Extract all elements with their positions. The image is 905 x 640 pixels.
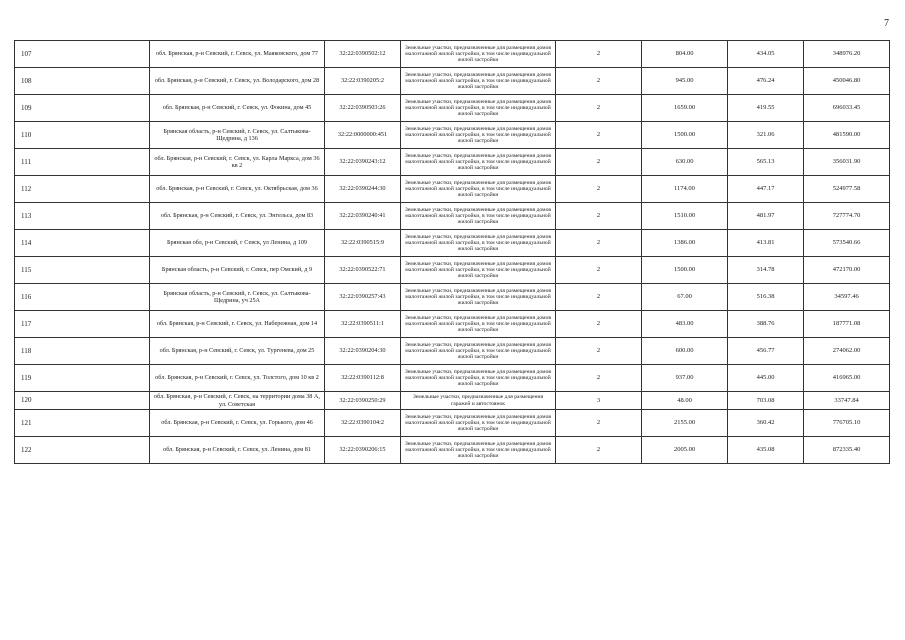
cadastral-value-cell: 481590.00: [804, 122, 890, 149]
area-cell: 2155.00: [642, 410, 728, 437]
cadastral-number-cell: 32:22:0390511:1: [325, 311, 401, 338]
area-cell: 937.00: [642, 365, 728, 392]
cadastral-value-cell: 33747.84: [804, 392, 890, 410]
cadastral-value-cell: 472170.00: [804, 257, 890, 284]
table-row: [15, 122, 890, 149]
group-cell: 2: [556, 284, 642, 311]
table-row: [15, 68, 890, 95]
cadastral-value-cell: 187771.08: [804, 311, 890, 338]
cadastral-number-cell: 32:22:0390503:26: [325, 95, 401, 122]
cadastral-number-cell: 32:22:0390112:8: [325, 365, 401, 392]
land-use-cell: Земельные участки, предназначенные для размещения домов малоэтажной жилой застройки, в том числе индивидуальной жилой застройки: [401, 257, 556, 284]
group-cell: 2: [556, 41, 642, 68]
row-number-cell: 122: [15, 437, 150, 464]
area-cell: 1659.00: [642, 95, 728, 122]
specific-value-cell: 447.17: [728, 176, 804, 203]
address-cell: Брянская обл, р-н Севский, г Севск, ул Ленина, д 109: [150, 230, 325, 257]
address-cell: Брянская область, р-н Севский, г. Севск, пер Омский, д 9: [150, 257, 325, 284]
specific-value-cell: 388.76: [728, 311, 804, 338]
land-use-cell: Земельные участки, предназначенные для размещения домов малоэтажной жилой застройки, в том числе индивидуальной жилой застройки: [401, 284, 556, 311]
area-cell: 2005.00: [642, 437, 728, 464]
group-cell: 2: [556, 68, 642, 95]
address-cell: обл. Брянская, р-н Севский, г. Севск, ул. Октябрьская, дом 36: [150, 176, 325, 203]
cadastral-value-cell: 450046.80: [804, 68, 890, 95]
group-cell: 2: [556, 230, 642, 257]
cadastral-number-cell: 32:22:0390206:15: [325, 437, 401, 464]
address-cell: обл. Брянская, р-н Севский, г. Севск, ул. Толстого, дом 10 кв 2: [150, 365, 325, 392]
specific-value-cell: 435.08: [728, 437, 804, 464]
table-row: [15, 311, 890, 338]
address-cell: обл. Брянская, р-н Севский, г. Севск, ул. Набережная, дом 14: [150, 311, 325, 338]
land-use-cell: Земельные участки, предназначенные для размещения домов малоэтажной жилой застройки, в том числе индивидуальной жилой застройки: [401, 338, 556, 365]
land-use-cell: Земельные участки, предназначенные для размещения гаражей и автостоянок: [401, 392, 556, 410]
area-cell: 1500.00: [642, 122, 728, 149]
cadastral-number-cell: 32:22:0390205:2: [325, 68, 401, 95]
row-number-cell: 109: [15, 95, 150, 122]
address-cell: обл. Брянская, р-н Севский, г. Севск, ул. Горького, дом 46: [150, 410, 325, 437]
table-row: [15, 230, 890, 257]
cadastral-number-cell: 32:22:0000000:451: [325, 122, 401, 149]
cadastral-number-cell: 32:22:0390502:12: [325, 41, 401, 68]
table-row: [15, 437, 890, 464]
land-use-cell: Земельные участки, предназначенные для размещения домов малоэтажной жилой застройки, в том числе индивидуальной жилой застройки: [401, 365, 556, 392]
area-cell: 483.00: [642, 311, 728, 338]
table-row: [15, 176, 890, 203]
specific-value-cell: 481.97: [728, 203, 804, 230]
cadastral-value-cell: 416965.00: [804, 365, 890, 392]
specific-value-cell: 360.42: [728, 410, 804, 437]
group-cell: 2: [556, 338, 642, 365]
cadastral-value-cell: 776705.10: [804, 410, 890, 437]
specific-value-cell: 413.81: [728, 230, 804, 257]
area-cell: 1510.00: [642, 203, 728, 230]
specific-value-cell: 516.38: [728, 284, 804, 311]
cadastral-value-cell: 524977.58: [804, 176, 890, 203]
row-number-cell: 114: [15, 230, 150, 257]
row-number-cell: 113: [15, 203, 150, 230]
group-cell: 2: [556, 311, 642, 338]
address-cell: обл. Брянская, р-н Севский, г. Севск, на территории дома 38 А, ул. Советская: [150, 392, 325, 410]
specific-value-cell: 321.06: [728, 122, 804, 149]
group-cell: 2: [556, 176, 642, 203]
land-use-cell: Земельные участки, предназначенные для размещения домов малоэтажной жилой застройки, в том числе индивидуальной жилой застройки: [401, 311, 556, 338]
area-cell: 630.00: [642, 149, 728, 176]
row-number-cell: 112: [15, 176, 150, 203]
row-number-cell: 117: [15, 311, 150, 338]
table-row: [15, 365, 890, 392]
specific-value-cell: 456.77: [728, 338, 804, 365]
land-use-cell: Земельные участки, предназначенные для размещения домов малоэтажной жилой застройки, в том числе индивидуальной жилой застройки: [401, 410, 556, 437]
row-number-cell: 120: [15, 392, 150, 410]
cadastral-value-cell: 348976.20: [804, 41, 890, 68]
specific-value-cell: 703.08: [728, 392, 804, 410]
group-cell: 2: [556, 410, 642, 437]
cadastral-value-cell: 573540.66: [804, 230, 890, 257]
land-use-cell: Земельные участки, предназначенные для размещения домов малоэтажной жилой застройки, в том числе индивидуальной жилой застройки: [401, 122, 556, 149]
table-row: [15, 203, 890, 230]
address-cell: обл. Брянская, р-н Севский, г. Севск, ул. Ленина, дом 81: [150, 437, 325, 464]
table-row: [15, 338, 890, 365]
address-cell: Брянская область, р-н Севский, г. Севск, ул. Салтыкова-Щедрина, д 136: [150, 122, 325, 149]
cadastral-number-cell: 32:22:0390515:9: [325, 230, 401, 257]
table-row: [15, 284, 890, 311]
cadastral-value-cell: 696033.45: [804, 95, 890, 122]
group-cell: 2: [556, 203, 642, 230]
area-cell: 1174.00: [642, 176, 728, 203]
land-use-cell: Земельные участки, предназначенные для размещения домов малоэтажной жилой застройки, в том числе индивидуальной жилой застройки: [401, 203, 556, 230]
area-cell: 48.00: [642, 392, 728, 410]
cadastral-value-cell: 872335.40: [804, 437, 890, 464]
cadastral-value-cell: 34597.46: [804, 284, 890, 311]
land-use-cell: Земельные участки, предназначенные для размещения домов малоэтажной жилой застройки, в том числе индивидуальной жилой застройки: [401, 68, 556, 95]
address-cell: обл. Брянская, р-н Севский, г. Севск, ул. Фокина, дом 45: [150, 95, 325, 122]
cadastral-number-cell: 32:22:0390250:29: [325, 392, 401, 410]
specific-value-cell: 419.55: [728, 95, 804, 122]
table-row: [15, 392, 890, 410]
specific-value-cell: 314.78: [728, 257, 804, 284]
table-row: [15, 410, 890, 437]
address-cell: обл. Брянская, р-н Севский, г. Севск, ул. Карла Маркса, дом 36 кв 2: [150, 149, 325, 176]
cadastral-value-cell: 356031.90: [804, 149, 890, 176]
address-cell: обл. Брянская, р-н Севский, г. Севск, ул. Тургенева, дом 25: [150, 338, 325, 365]
cadastral-number-cell: 32:22:0390244:30: [325, 176, 401, 203]
specific-value-cell: 445.00: [728, 365, 804, 392]
specific-value-cell: 565.13: [728, 149, 804, 176]
group-cell: 2: [556, 149, 642, 176]
row-number-cell: 119: [15, 365, 150, 392]
table-row: [15, 257, 890, 284]
area-cell: 804.00: [642, 41, 728, 68]
group-cell: 2: [556, 365, 642, 392]
row-number-cell: 110: [15, 122, 150, 149]
specific-value-cell: 476.24: [728, 68, 804, 95]
row-number-cell: 116: [15, 284, 150, 311]
address-cell: обл. Брянская, р-н Севский, г. Севск, ул. Энгельса, дом 83: [150, 203, 325, 230]
land-use-cell: Земельные участки, предназначенные для размещения домов малоэтажной жилой застройки, в том числе индивидуальной жилой застройки: [401, 95, 556, 122]
row-number-cell: 118: [15, 338, 150, 365]
area-cell: 1500.00: [642, 257, 728, 284]
cadastral-number-cell: 32:22:0390240:41: [325, 203, 401, 230]
group-cell: 2: [556, 122, 642, 149]
row-number-cell: 108: [15, 68, 150, 95]
land-parcels-table: [14, 40, 890, 464]
area-cell: 67.00: [642, 284, 728, 311]
group-cell: 2: [556, 257, 642, 284]
table-row: [15, 95, 890, 122]
group-cell: 3: [556, 392, 642, 410]
group-cell: 2: [556, 95, 642, 122]
table-row: [15, 41, 890, 68]
area-cell: 1386.00: [642, 230, 728, 257]
land-use-cell: Земельные участки, предназначенные для размещения домов малоэтажной жилой застройки, в том числе индивидуальной жилой застройки: [401, 149, 556, 176]
area-cell: 600.00: [642, 338, 728, 365]
specific-value-cell: 434.05: [728, 41, 804, 68]
table-row: [15, 149, 890, 176]
row-number-cell: 121: [15, 410, 150, 437]
cadastral-number-cell: 32:22:0390522:71: [325, 257, 401, 284]
area-cell: 945.00: [642, 68, 728, 95]
cadastral-value-cell: 727774.70: [804, 203, 890, 230]
group-cell: 2: [556, 437, 642, 464]
table-body: [15, 41, 890, 464]
address-cell: обл. Брянская, р-н Севский, г. Севск, ул. Володарского, дом 28: [150, 68, 325, 95]
land-use-cell: Земельные участки, предназначенные для размещения домов малоэтажной жилой застройки, в том числе индивидуальной жилой застройки: [401, 437, 556, 464]
land-use-cell: Земельные участки, предназначенные для размещения домов малоэтажной жилой застройки, в том числе индивидуальной жилой застройки: [401, 41, 556, 68]
row-number-cell: 111: [15, 149, 150, 176]
row-number-cell: 107: [15, 41, 150, 68]
land-use-cell: Земельные участки, предназначенные для размещения домов малоэтажной жилой застройки, в том числе индивидуальной жилой застройки: [401, 176, 556, 203]
cadastral-number-cell: 32:22:0390257:43: [325, 284, 401, 311]
page-number: 7: [884, 18, 889, 29]
cadastral-value-cell: 274062.00: [804, 338, 890, 365]
row-number-cell: 115: [15, 257, 150, 284]
address-cell: Брянская область, р-н Севский, г. Севск, ул. Салтыкова-Щедрина, уч 25А: [150, 284, 325, 311]
cadastral-number-cell: 32:22:0390104:2: [325, 410, 401, 437]
cadastral-number-cell: 32:22:0390204:30: [325, 338, 401, 365]
cadastral-number-cell: 32:22:0390243:12: [325, 149, 401, 176]
land-use-cell: Земельные участки, предназначенные для размещения домов малоэтажной жилой застройки, в том числе индивидуальной жилой застройки: [401, 230, 556, 257]
address-cell: обл. Брянская, р-н Севский, г. Севск, ул. Маяковского, дом 77: [150, 41, 325, 68]
